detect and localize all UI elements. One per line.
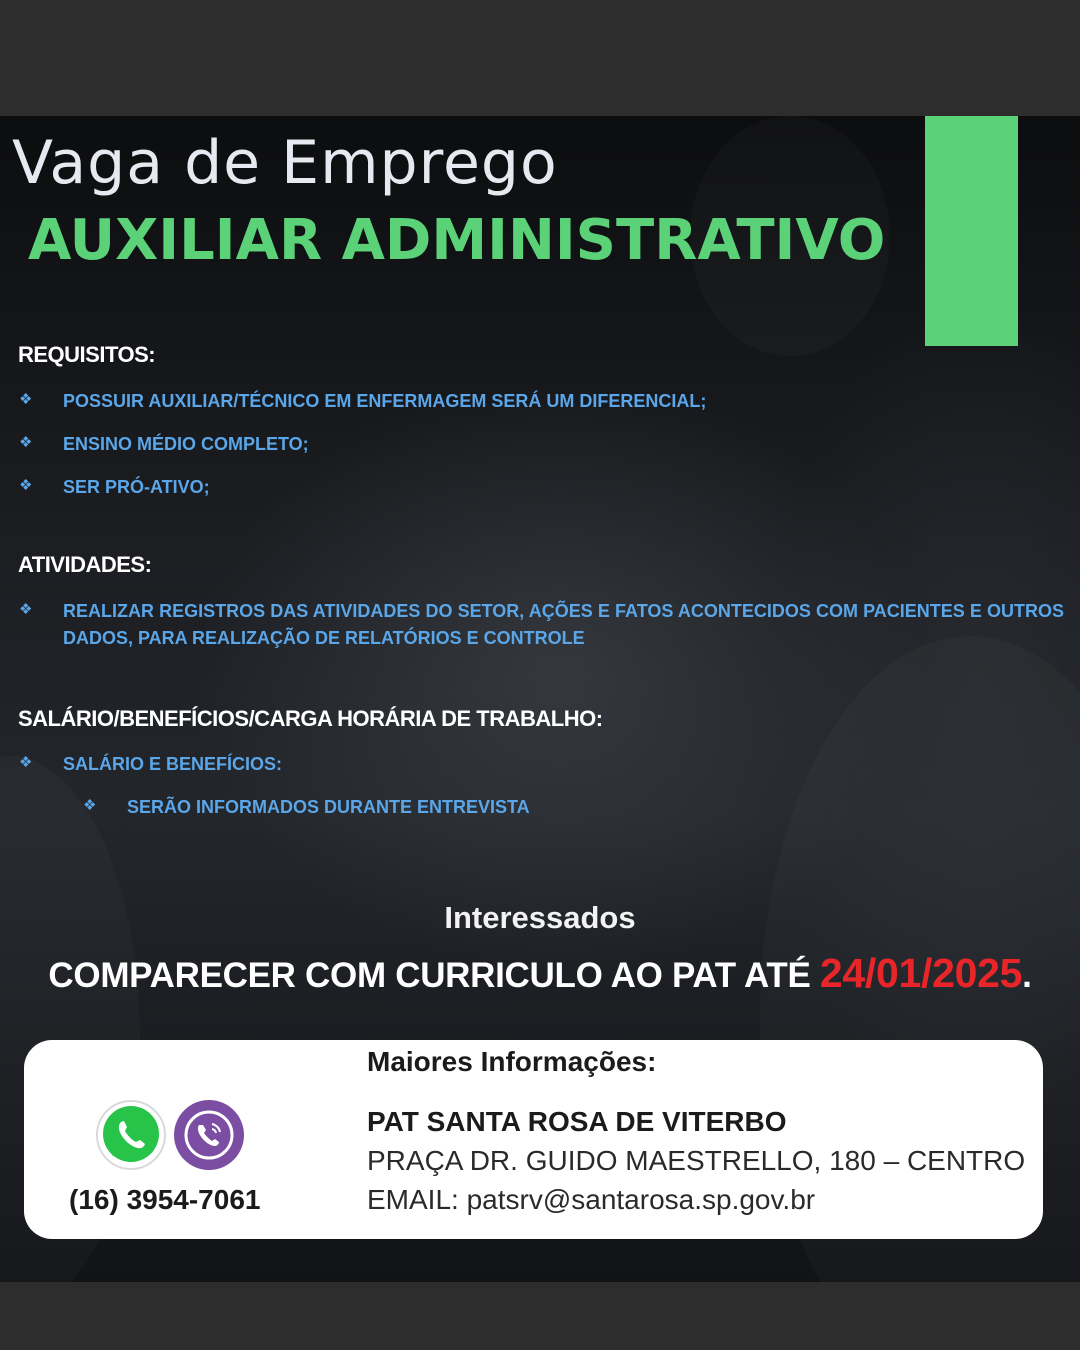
deadline-date: 24/01/2025	[819, 950, 1023, 996]
top-frame-bar	[0, 0, 1080, 116]
organization-name: PAT SANTA ROSA DE VITERBO	[367, 1106, 787, 1137]
page-title: Vaga de Emprego	[12, 128, 558, 198]
green-accent-block	[925, 116, 1018, 346]
diamond-bullet-icon: ❖	[19, 754, 33, 771]
salario-subitem-text: SERÃO INFORMADOS DURANTE ENTREVISTA	[127, 797, 530, 817]
list-item	[18, 474, 1064, 501]
list-item	[18, 598, 1064, 652]
interessados-heading: Interessados	[444, 900, 636, 935]
contact-info-box	[24, 1040, 1043, 1239]
diamond-bullet-icon: ❖	[19, 477, 33, 494]
viber-icon	[172, 1098, 246, 1172]
diamond-bullet-icon: ❖	[19, 601, 33, 618]
deadline-text: COMPARECER COM CURRICULO AO PAT ATÉ	[48, 956, 820, 995]
bottom-frame-bar	[0, 1282, 1080, 1350]
info-title: Maiores Informações:	[367, 1046, 657, 1077]
diamond-bullet-icon: ❖	[19, 434, 33, 451]
requisito-text: SER PRÓ-ATIVO;	[63, 477, 210, 497]
address-text: PRAÇA DR. GUIDO MAESTRELLO, 180 – CENTRO	[367, 1145, 1026, 1176]
list-item	[18, 431, 1064, 458]
job-poster	[0, 116, 1080, 1282]
phone-number: (16) 3954-7061	[69, 1184, 261, 1215]
atividade-text: REALIZAR REGISTROS DAS ATIVIDADES DO SETOR, AÇÕES E FATOS ACONTECIDOS COM PACIENTES E OUTROS DADOS, PARA REALIZAÇÃO DE RELATÓRIOS E CONTROLE	[63, 601, 1064, 648]
email-text: EMAIL: patsrv@santarosa.sp.gov.br	[367, 1184, 816, 1215]
list-item	[18, 388, 1064, 415]
whatsapp-icon	[94, 1098, 168, 1172]
list-item	[18, 751, 1064, 778]
deadline-callout	[0, 950, 1080, 997]
salario-heading: SALÁRIO/BENEFÍCIOS/CARGA HORÁRIA DE TRABALHO:	[18, 706, 603, 731]
diamond-bullet-icon: ❖	[19, 391, 33, 408]
list-item	[82, 794, 982, 821]
requisito-text: POSSUIR AUXILIAR/TÉCNICO EM ENFERMAGEM SERÁ UM DIFERENCIAL;	[63, 391, 707, 411]
salario-item-text: SALÁRIO E BENEFÍCIOS:	[63, 754, 283, 774]
job-title: AUXILIAR ADMINISTRATIVO	[28, 208, 886, 273]
requisito-text: ENSINO MÉDIO COMPLETO;	[63, 434, 309, 454]
requisitos-heading: REQUISITOS:	[18, 342, 156, 367]
diamond-bullet-icon: ❖	[83, 797, 97, 814]
deadline-period: .	[1022, 956, 1032, 995]
atividades-heading: ATIVIDADES:	[18, 552, 152, 577]
